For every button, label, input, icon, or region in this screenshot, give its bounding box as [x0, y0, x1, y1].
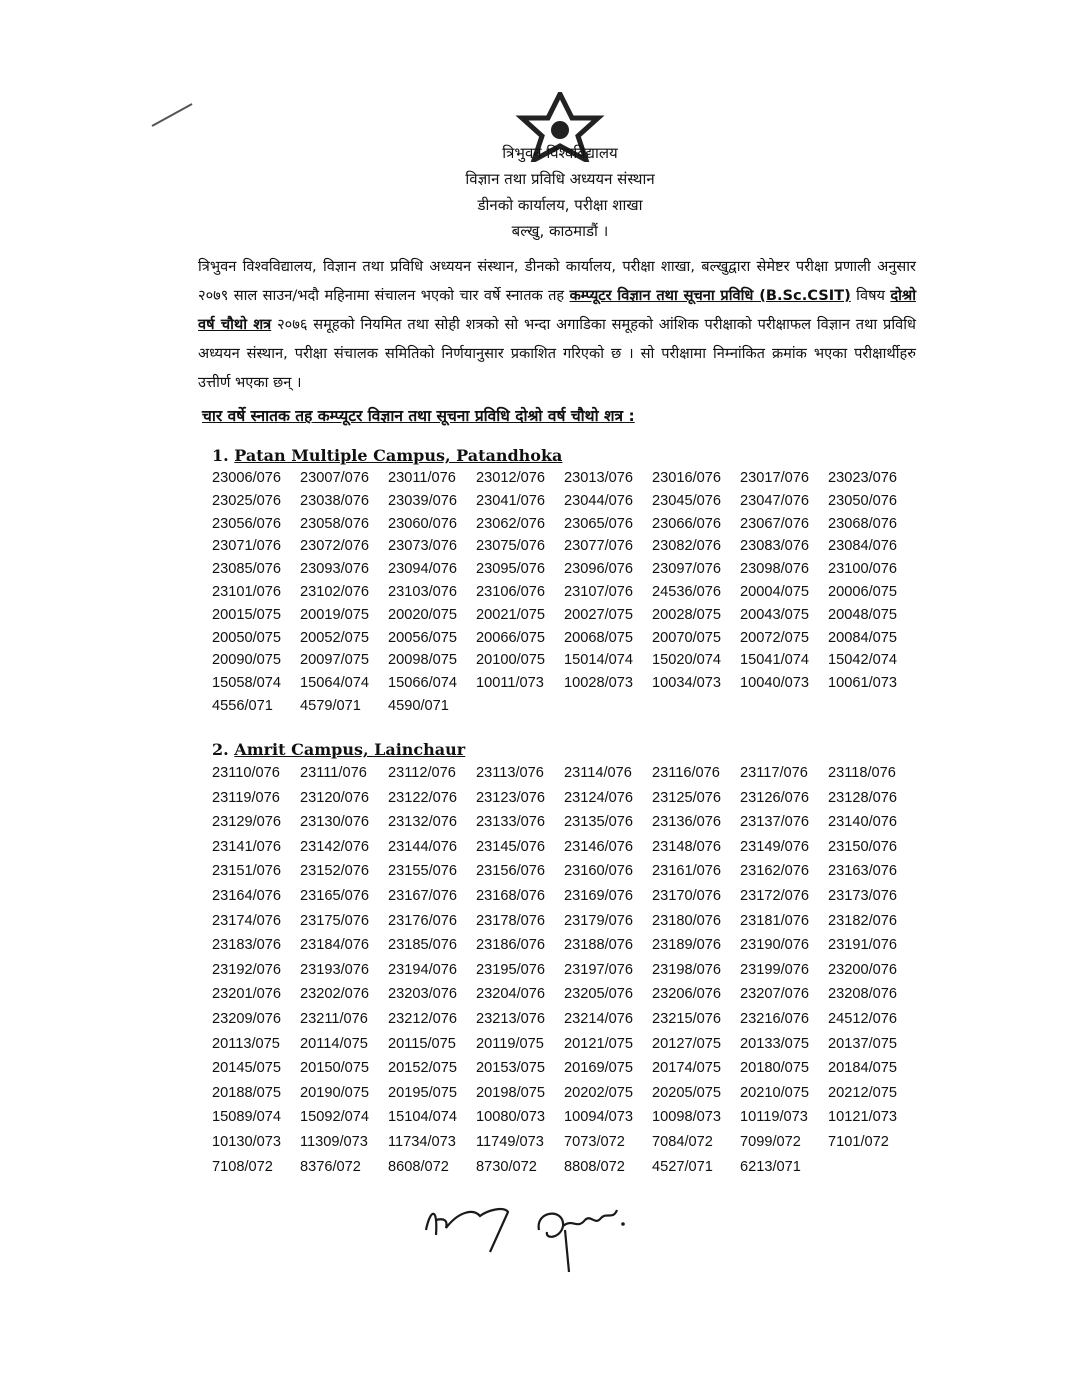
roll-number: 24512/076	[828, 1010, 897, 1027]
roll-number: 23216/076	[740, 1010, 809, 1027]
roll-number: 23093/076	[300, 561, 369, 578]
roll-number: 23137/076	[740, 814, 809, 831]
campus-section-patan	[212, 446, 916, 718]
roll-number: 23067/076	[740, 515, 809, 532]
roll-number: 23130/076	[300, 814, 369, 831]
roll-number: 15042/074	[828, 652, 897, 669]
roll-number: 4556/071	[212, 697, 273, 714]
roll-number: 8376/072	[300, 1158, 361, 1175]
roll-number: 23140/076	[828, 814, 897, 831]
roll-number: 23125/076	[652, 789, 721, 806]
roll-number: 10061/073	[828, 675, 897, 692]
roll-number: 20205/075	[652, 1084, 721, 1101]
roll-number: 23144/076	[388, 838, 457, 855]
roll-number: 23160/076	[564, 863, 633, 880]
roll-number: 23185/076	[388, 937, 457, 954]
roll-number: 23201/076	[212, 986, 281, 1003]
roll-number: 8608/072	[388, 1158, 449, 1175]
roll-number: 8808/072	[564, 1158, 625, 1175]
roll-number: 20027/075	[564, 606, 633, 623]
roll-number: 23119/076	[212, 789, 280, 806]
roll-number: 23116/076	[652, 765, 720, 781]
roll-number: 23199/076	[740, 961, 809, 978]
roll-number: 23094/076	[388, 561, 457, 578]
roll-number: 23129/076	[212, 814, 281, 831]
roll-number: 23152/076	[300, 863, 369, 880]
roll-number: 20180/075	[740, 1060, 809, 1077]
roll-number: 23172/076	[740, 887, 809, 904]
roll-number: 20133/075	[740, 1035, 809, 1052]
roll-number: 23135/076	[564, 814, 633, 831]
roll-number: 15058/074	[212, 675, 281, 692]
roll-number: 6213/071	[740, 1158, 801, 1175]
roll-number: 20048/075	[828, 606, 897, 623]
roll-number: 23023/076	[828, 470, 897, 486]
roll-number: 11309/073	[300, 1133, 368, 1150]
roll-number: 23097/076	[652, 561, 721, 578]
roll-number: 20115/075	[388, 1035, 456, 1052]
roll-number: 23175/076	[300, 912, 369, 929]
roll-number: 7084/072	[652, 1133, 713, 1150]
roll-number: 23132/076	[388, 814, 457, 831]
letterhead	[420, 92, 700, 244]
roll-number: 23085/076	[212, 561, 281, 578]
semester-name: दोश्रो वर्ष चौथो शत्र	[198, 287, 916, 333]
roll-number: 23178/076	[476, 912, 545, 929]
roll-number: 23181/076	[740, 912, 809, 929]
roll-number: 23016/076	[652, 470, 721, 486]
roll-number: 23162/076	[740, 863, 809, 880]
pen-mark	[150, 100, 194, 128]
roll-number: 23126/076	[740, 789, 809, 806]
roll-number: 23068/076	[828, 515, 897, 532]
campus-name: Patan Multiple Campus, Patandhoka	[234, 446, 563, 465]
campus-number: 2.	[212, 740, 229, 759]
roll-number: 23084/076	[828, 538, 897, 555]
roll-number: 23123/076	[476, 789, 545, 806]
roll-number: 23110/076	[212, 765, 280, 781]
roll-number: 10028/073	[564, 675, 633, 692]
roll-number: 4527/071	[652, 1158, 713, 1175]
roll-number: 23149/076	[740, 838, 809, 855]
roll-number: 20150/075	[300, 1060, 369, 1077]
roll-number: 23165/076	[300, 887, 369, 904]
roll-number: 20113/075	[212, 1035, 280, 1052]
roll-number: 11749/073	[476, 1133, 544, 1150]
university-name: त्रिभुवन विश्वविद्यालय	[502, 144, 618, 162]
roll-number: 23058/076	[300, 515, 369, 532]
roll-number: 23113/076	[476, 765, 544, 781]
signature-1	[418, 1190, 518, 1260]
roll-number: 23191/076	[828, 937, 897, 954]
roll-number: 23164/076	[212, 887, 281, 904]
roll-number: 23075/076	[476, 538, 545, 555]
roll-number: 20006/075	[828, 583, 897, 600]
notice-text-3: २०७६ समूहको नियमित तथा सोही शत्रको सो भन्दा अगाडिका समूहको आंशिक परीक्षाको परीक्षाफल विज्ञान तथा प्रविधि अध्ययन संस्थान, परीक्षा संचालक समितिको निर्णयानुसार प्रकाशित गरिएको छ । सो परीक्षामा निम्नांकित क्रमांक भएका परीक्षार्थीहरु उत्तीर्ण भएका छन् ।	[198, 316, 916, 391]
roll-number-grid	[212, 467, 916, 718]
roll-number: 23122/076	[388, 789, 457, 806]
roll-number: 23179/076	[564, 912, 633, 929]
roll-number: 23197/076	[564, 961, 633, 978]
roll-number: 23190/076	[740, 937, 809, 954]
roll-number: 23211/076	[300, 1010, 368, 1027]
roll-number: 15020/074	[652, 652, 721, 669]
roll-number: 20212/075	[828, 1084, 897, 1101]
roll-number: 23145/076	[476, 838, 545, 855]
roll-number: 23176/076	[388, 912, 457, 929]
roll-number: 4579/071	[300, 697, 361, 714]
roll-number: 23112/076	[388, 765, 456, 781]
roll-number: 20004/075	[740, 583, 809, 600]
roll-number: 23011/076	[388, 470, 456, 486]
roll-number: 20121/075	[564, 1035, 633, 1052]
roll-number: 24536/076	[652, 583, 721, 600]
roll-number: 20169/075	[564, 1060, 633, 1077]
roll-number: 23041/076	[476, 492, 545, 509]
roll-number: 23146/076	[564, 838, 633, 855]
roll-number: 23133/076	[476, 814, 545, 831]
roll-number: 23013/076	[564, 470, 633, 486]
roll-number: 10098/073	[652, 1109, 721, 1126]
roll-number: 10034/073	[652, 675, 721, 692]
roll-number: 23077/076	[564, 538, 633, 555]
roll-number: 10011/073	[476, 675, 544, 692]
campus-title	[212, 446, 916, 465]
roll-number: 23025/076	[212, 492, 281, 509]
roll-number: 15104/074	[388, 1109, 457, 1126]
institute-name: विज्ञान तथा प्रविधि अध्ययन संस्थान	[465, 170, 655, 188]
roll-number: 23062/076	[476, 515, 545, 532]
roll-number: 23169/076	[564, 887, 633, 904]
roll-number: 23044/076	[564, 492, 633, 509]
roll-number: 20028/075	[652, 606, 721, 623]
roll-number: 23071/076	[212, 538, 281, 555]
roll-number: 23208/076	[828, 986, 897, 1003]
roll-number: 23206/076	[652, 986, 721, 1003]
roll-number: 20072/075	[740, 629, 809, 646]
roll-number: 20097/075	[300, 652, 369, 669]
roll-number: 23188/076	[564, 937, 633, 954]
roll-number: 20066/075	[476, 629, 545, 646]
roll-number: 15066/074	[388, 675, 457, 692]
section-heading: चार वर्षे स्नातक तह कम्प्यूटर विज्ञान तथा सूचना प्रविधि दोश्रो वर्ष चौथो शत्र :	[202, 407, 635, 425]
roll-number: 20090/075	[212, 652, 281, 669]
roll-number: 20056/075	[388, 629, 457, 646]
roll-number: 20153/075	[476, 1060, 545, 1077]
roll-number: 23111/076	[300, 765, 367, 781]
roll-number: 23209/076	[212, 1010, 281, 1027]
roll-number: 10121/073	[828, 1109, 897, 1126]
roll-number: 23039/076	[388, 492, 457, 509]
roll-number: 23141/076	[212, 838, 281, 855]
roll-number: 10040/073	[740, 675, 809, 692]
roll-number: 23118/076	[828, 765, 896, 781]
roll-number: 23073/076	[388, 538, 457, 555]
roll-number: 23168/076	[476, 887, 545, 904]
roll-number: 23124/076	[564, 789, 633, 806]
roll-number: 20195/075	[388, 1084, 457, 1101]
roll-number: 23194/076	[388, 961, 457, 978]
roll-number: 23215/076	[652, 1010, 721, 1027]
roll-number: 23207/076	[740, 986, 809, 1003]
roll-number: 23167/076	[388, 887, 457, 904]
roll-number: 23151/076	[212, 863, 281, 880]
roll-number: 20068/075	[564, 629, 633, 646]
roll-number: 20152/075	[388, 1060, 457, 1077]
roll-number: 23202/076	[300, 986, 369, 1003]
roll-number: 20114/075	[300, 1035, 368, 1052]
roll-number: 23148/076	[652, 838, 721, 855]
notice-paragraph	[198, 252, 916, 397]
roll-number: 20210/075	[740, 1084, 809, 1101]
roll-number: 10119/073	[740, 1109, 808, 1126]
roll-number: 23117/076	[740, 765, 808, 781]
campus-section-amrit	[212, 740, 916, 1179]
roll-number: 20021/075	[476, 606, 545, 623]
roll-number: 23096/076	[564, 561, 633, 578]
roll-number: 20184/075	[828, 1060, 897, 1077]
roll-number: 7108/072	[212, 1158, 273, 1175]
roll-number: 15041/074	[740, 652, 809, 669]
roll-number: 23192/076	[212, 961, 281, 978]
roll-number: 23065/076	[564, 515, 633, 532]
roll-number: 20174/075	[652, 1060, 721, 1077]
roll-number: 20100/075	[476, 652, 545, 669]
program-name: कम्प्यूटर विज्ञान तथा सूचना प्रविधि (B.Sc.CSIT)	[569, 287, 851, 304]
roll-number: 20198/075	[476, 1084, 545, 1101]
roll-number: 20190/075	[300, 1084, 369, 1101]
roll-number: 23195/076	[476, 961, 545, 978]
roll-number: 23205/076	[564, 986, 633, 1003]
roll-number: 10094/073	[564, 1109, 633, 1126]
roll-number: 20020/075	[388, 606, 457, 623]
roll-number: 23082/076	[652, 538, 721, 555]
roll-number: 23100/076	[828, 561, 897, 578]
roll-number: 23095/076	[476, 561, 545, 578]
roll-number: 20137/075	[828, 1035, 897, 1052]
roll-number: 10130/073	[212, 1133, 281, 1150]
roll-number: 23200/076	[828, 961, 897, 978]
roll-number: 20119/075	[476, 1035, 544, 1052]
roll-number: 23156/076	[476, 863, 545, 880]
roll-number: 23183/076	[212, 937, 281, 954]
roll-number: 23170/076	[652, 887, 721, 904]
roll-number: 20070/075	[652, 629, 721, 646]
roll-number: 20043/075	[740, 606, 809, 623]
roll-number: 7099/072	[740, 1133, 801, 1150]
roll-number: 23012/076	[476, 470, 545, 486]
roll-number: 23212/076	[388, 1010, 457, 1027]
office-location: बल्खु, काठमाडौं ।	[511, 222, 609, 240]
roll-number: 23017/076	[740, 470, 809, 486]
roll-number: 23060/076	[388, 515, 457, 532]
roll-number: 23142/076	[300, 838, 369, 855]
roll-number: 10080/073	[476, 1109, 545, 1126]
roll-number: 20127/075	[652, 1035, 721, 1052]
roll-number: 23101/076	[212, 583, 281, 600]
roll-number: 23066/076	[652, 515, 721, 532]
roll-number: 11734/073	[388, 1133, 456, 1150]
roll-number: 23114/076	[564, 765, 632, 781]
roll-number-grid	[212, 761, 916, 1179]
roll-number: 23204/076	[476, 986, 545, 1003]
roll-number: 23103/076	[388, 583, 457, 600]
roll-number: 23072/076	[300, 538, 369, 555]
roll-number: 23173/076	[828, 887, 897, 904]
roll-number: 23102/076	[300, 583, 369, 600]
roll-number: 23155/076	[388, 863, 457, 880]
roll-number: 23120/076	[300, 789, 369, 806]
roll-number: 23180/076	[652, 912, 721, 929]
notice-text-1: त्रिभुवन विश्वविद्यालय, विज्ञान तथा प्रविधि अध्ययन संस्थान, डीनको कार्यालय, परीक्षा शाखा, बल्खुद्वारा सेमेष्टर परीक्षा प्रणाली अनुसार २०७९ साल साउन/भदौ महिनामा संचालन भएको चार वर्षे स्नातक तह	[198, 258, 916, 304]
roll-number: 20098/075	[388, 652, 457, 669]
roll-number: 20015/075	[212, 606, 281, 623]
roll-number: 20202/075	[564, 1084, 633, 1101]
signature-2	[525, 1190, 635, 1280]
roll-number: 23184/076	[300, 937, 369, 954]
roll-number: 23106/076	[476, 583, 545, 600]
roll-number: 23107/076	[564, 583, 633, 600]
roll-number: 15014/074	[564, 652, 633, 669]
roll-number: 8730/072	[476, 1158, 537, 1175]
roll-number: 23203/076	[388, 986, 457, 1003]
roll-number: 23128/076	[828, 789, 897, 806]
roll-number: 15064/074	[300, 675, 369, 692]
campus-number: 1.	[212, 446, 229, 465]
roll-number: 23182/076	[828, 912, 897, 929]
roll-number: 20050/075	[212, 629, 281, 646]
roll-number: 23006/076	[212, 470, 281, 486]
roll-number: 7101/072	[828, 1133, 889, 1150]
roll-number: 23038/076	[300, 492, 369, 509]
notice-text-2: विषय	[850, 287, 891, 304]
roll-number: 23045/076	[652, 492, 721, 509]
roll-number: 15092/074	[300, 1109, 369, 1126]
roll-number: 23189/076	[652, 937, 721, 954]
roll-number: 4590/071	[388, 697, 449, 714]
roll-number: 23050/076	[828, 492, 897, 509]
roll-number: 23161/076	[652, 863, 721, 880]
roll-number: 23007/076	[300, 470, 369, 486]
roll-number: 23047/076	[740, 492, 809, 509]
campus-title	[212, 740, 916, 759]
roll-number: 23174/076	[212, 912, 281, 929]
roll-number: 23193/076	[300, 961, 369, 978]
roll-number: 23213/076	[476, 1010, 545, 1027]
roll-number: 23136/076	[652, 814, 721, 831]
roll-number: 20019/075	[300, 606, 369, 623]
roll-number: 23198/076	[652, 961, 721, 978]
roll-number: 23214/076	[564, 1010, 633, 1027]
roll-number: 20052/075	[300, 629, 369, 646]
roll-number: 20145/075	[212, 1060, 281, 1077]
roll-number: 23186/076	[476, 937, 545, 954]
roll-number: 7073/072	[564, 1133, 625, 1150]
roll-number: 23056/076	[212, 515, 281, 532]
roll-number: 15089/074	[212, 1109, 281, 1126]
roll-number: 20188/075	[212, 1084, 281, 1101]
roll-number: 23098/076	[740, 561, 809, 578]
roll-number: 20084/075	[828, 629, 897, 646]
roll-number: 23150/076	[828, 838, 897, 855]
office-name: डीनको कार्यालय, परीक्षा शाखा	[477, 196, 643, 214]
campus-name: Amrit Campus, Lainchaur	[234, 740, 466, 759]
roll-number: 23163/076	[828, 863, 897, 880]
roll-number: 23083/076	[740, 538, 809, 555]
